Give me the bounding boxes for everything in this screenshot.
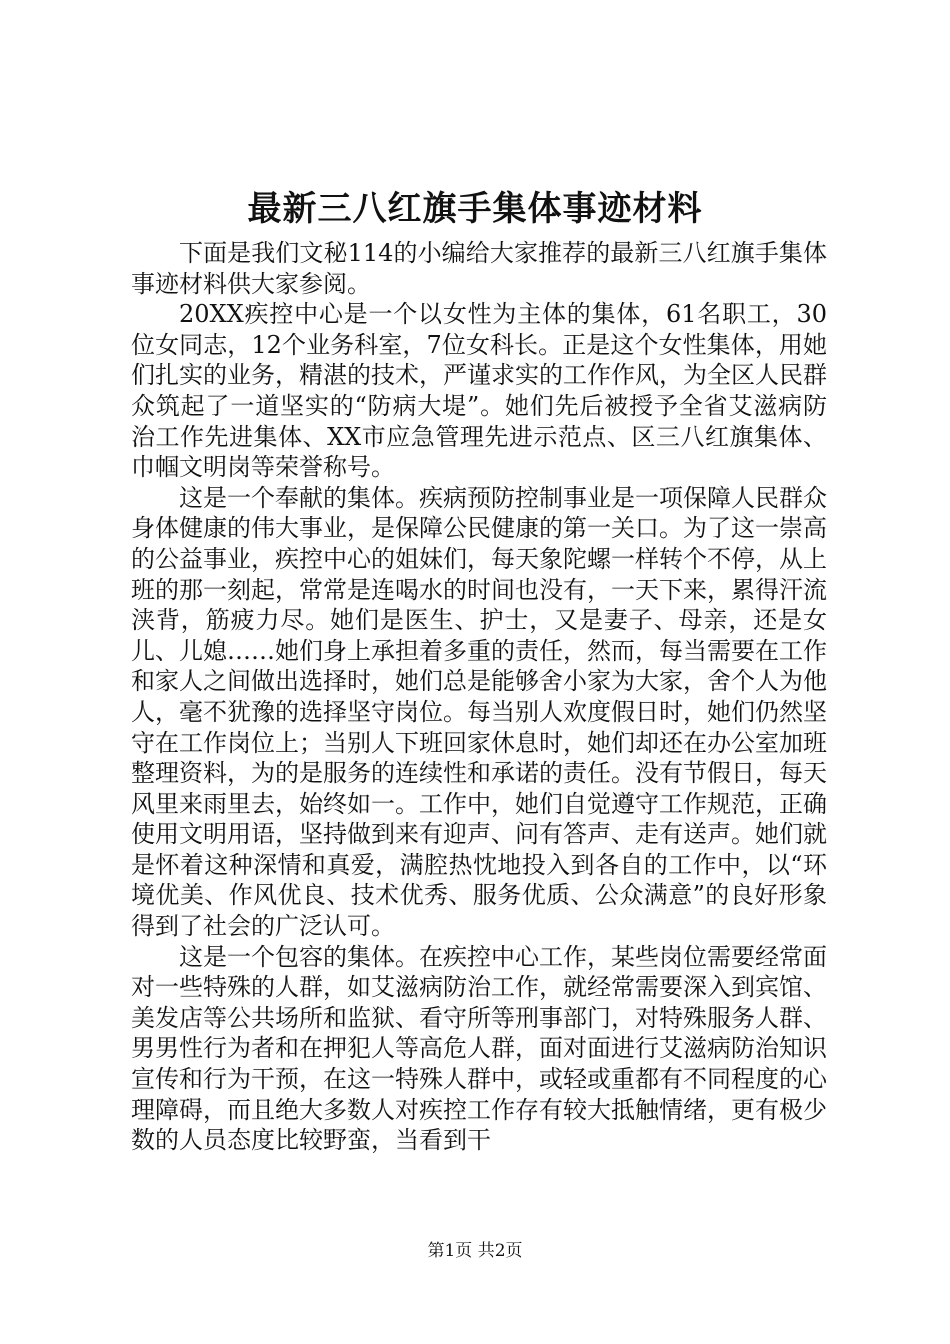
document-body bbox=[131, 238, 827, 1156]
paragraph-overview: 20XX疾控中心是一个以女性为主体的集体，61名职工，30位女同志，12个业务科室，7位女科长。正是这个女性集体，用她们扎实的业务，精湛的技术，严谨求实的工作作风，为全区人民群众筑起了一道坚实的“防病大堤”。她们先后被授予全省艾滋病防治工作先进集体、XX市应急管理先进示范点、区三八红旗集体、巾帼文明岗等荣誉称号。 bbox=[131, 300, 827, 482]
paragraph-dedication: 这是一个奉献的集体。疾病预防控制事业是一项保障人民群众身体健康的伟大事业，是保障公民健康的第一关口。为了这一崇高的公益事业，疾控中心的姐妹们，每天象陀螺一样转个不停，从上班的那一刻起，常常是连喝水的时间也没有，一天下来，累得汗流浃背，筋疲力尽。她们是医生、护士，又是妻子、母亲，还是女儿、儿媳……她们身上承担着多重的责任，然而，每当需要在工作和家人之间做出选择时，她们总是能够舍小家为大家，舍个人为他人，毫不犹豫的选择坚守岗位。每当别人欢度假日时，她们仍然坚守在工作岗位上；当别人下班回家休息时，她们却还在办公室加班整理资料，为的是服务的连续性和承诺的责任。没有节假日，每天风里来雨里去，始终如一。工作中，她们自觉遵守工作规范，正确使用文明用语，坚持做到来有迎声、问有答声、走有送声。她们就是怀着这种深情和真爱，满腔热忱地投入到各自的工作中，以“环境优美、作风优良、技术优秀、服务优质、公众满意”的良好形象得到了社会的广泛认可。 bbox=[131, 483, 827, 941]
paragraph-inclusive: 这是一个包容的集体。在疾控中心工作，某些岗位需要经常面对一些特殊的人群，如艾滋病防治工作，就经常需要深入到宾馆、美发店等公共场所和监狱、看守所等刑事部门，对特殊服务人群、男男性行为者和在押犯人等高危人群，面对面进行艾滋病防治知识宣传和行为干预，在这一特殊人群中，或轻或重都有不同程度的心理障碍，而且绝大多数人对疾控工作存有较大抵触情绪，更有极少数的人员态度比较野蛮，当看到干 bbox=[131, 942, 827, 1155]
paragraph-intro: 下面是我们文秘114的小编给大家推荐的最新三八红旗手集体事迹材料供大家参阅。 bbox=[131, 239, 827, 298]
document-title: 最新三八红旗手集体事迹材料 bbox=[247, 189, 703, 229]
page-number-footer: 第1页 共2页 bbox=[427, 1241, 523, 1261]
